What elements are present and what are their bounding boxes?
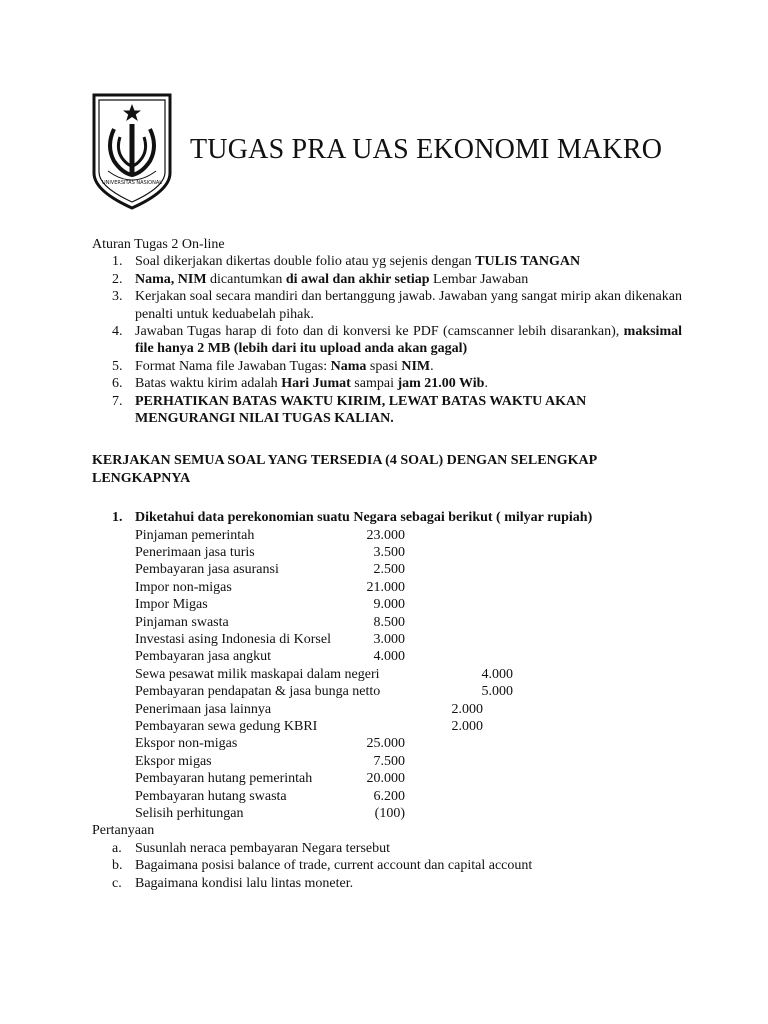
data-label: Pinjaman swasta [135,614,229,630]
data-value: 25.000 [366,736,405,752]
data-value: 4.000 [481,666,513,682]
data-label: Pinjaman pemerintah [135,527,255,543]
sub-question [92,875,682,892]
data-value: 8.500 [373,614,405,630]
crest-caption: UNIVERSITAS NASIONAL [101,180,163,186]
data-label: Sewa pesawat milik maskapai dalam negeri [135,666,380,682]
data-label: Selisih perhitungan [135,805,244,821]
rule-text: TULIS TANGAN [475,254,581,270]
rule-item [92,323,682,358]
data-row [92,596,682,613]
sub-question-letter: b. [112,858,123,874]
data-row [92,527,682,544]
data-row [92,683,682,700]
data-row [92,805,682,822]
rule-text: . [430,358,434,374]
rule-text: Jawaban Tugas harap di foto dan di konversi ke PDF (camscanner lebih disarankan), [135,324,624,340]
sub-question [92,857,682,874]
rule-number: 5. [112,358,123,374]
data-label: Ekspor migas [135,753,212,769]
rule-number: 7. [112,393,123,409]
sub-question-text: Bagaimana kondisi lalu lintas moneter. [135,875,354,891]
data-row [92,631,682,648]
data-value: 21.000 [366,579,405,595]
data-row [92,718,682,735]
data-label: Pembayaran hutang swasta [135,788,287,804]
data-value: 20.000 [366,771,405,787]
data-label: Pembayaran jasa angkut [135,649,272,665]
rule-text: jam 21.00 Wib [397,376,485,392]
sub-questions-list [92,840,682,892]
rule-text: Hari Jumat [281,376,351,392]
rule-text: sampai [350,376,398,392]
rule-item [92,358,682,375]
data-row [92,614,682,631]
rule-text: maksimal file hanya 2 MB (lebih dari itu upload anda akan gagal) [135,324,682,357]
rule-item [92,393,682,428]
data-row [92,648,682,665]
question-1-title [92,509,682,526]
data-row [92,735,682,752]
data-label: Pembayaran jasa asuransi [135,562,279,578]
rule-text: Batas waktu kirim adalah [135,376,282,392]
data-label: Pembayaran hutang pemerintah [135,771,313,787]
rule-text: NIM [401,358,431,374]
section-title: KERJAKAN SEMUA SOAL YANG TERSEDIA (4 SOAL) DENGAN SELENGKAP LENGKAPNYA [92,453,597,486]
rule-text: Nama [330,358,367,374]
data-row [92,579,682,596]
data-value: 5.000 [481,684,513,700]
data-row [92,666,682,683]
data-label: Ekspor non-migas [135,736,238,752]
rule-number: 6. [112,376,123,392]
page-title: TUGAS PRA UAS EKONOMI MAKRO [190,134,663,165]
sub-question-letter: c. [112,875,122,891]
data-label: Penerimaan jasa lainnya [135,701,272,717]
document-body [92,236,682,892]
data-row [92,701,682,718]
sub-question-text: Susunlah neraca pembayaran Negara tersebut [135,840,390,856]
economic-data-list [92,527,682,823]
rule-item [92,375,682,392]
data-value: 2.000 [451,718,483,734]
questions-heading: Pertanyaan [92,823,155,839]
data-row [92,770,682,787]
data-value: 3.000 [373,632,405,648]
data-row [92,544,682,561]
data-value: 2.000 [451,701,483,717]
question-text: Diketahui data perekonomian suatu Negara sebagai berikut ( milyar rupiah) [135,510,593,526]
data-row [92,753,682,770]
rule-text: Soal dikerjakan dikertas double folio atau yg sejenis dengan [135,254,476,270]
data-label: Penerimaan jasa turis [135,545,255,561]
rule-text: Lembar Jawaban [429,271,529,287]
data-value: 6.200 [373,788,405,804]
rule-number: 2. [112,271,123,287]
question-number: 1. [112,510,123,526]
sub-question [92,840,682,857]
rule-text: Nama, NIM [135,271,207,287]
rule-item [92,288,682,323]
rule-number: 3. [112,289,123,305]
sub-question-text: Bagaimana posisi balance of trade, current account dan capital account [135,858,533,874]
data-label: Pembayaran sewa gedung KBRI [135,718,318,734]
data-row [92,788,682,805]
data-value: 4.000 [373,649,405,665]
sub-question-letter: a. [112,840,122,856]
data-row [92,561,682,578]
data-value: 23.000 [366,527,405,543]
rule-text: di awal dan akhir setiap [285,271,430,287]
rule-item [92,253,682,270]
rules-list [92,253,682,427]
data-value: 7.500 [373,753,405,769]
rule-text: spasi [366,358,402,374]
rule-text: PERHATIKAN BATAS WAKTU KIRIM, LEWAT BATAS WAKTU AKAN MENGURANGI NILAI TUGAS KALIAN. [135,393,587,427]
rule-text: Format Nama file Jawaban Tugas: [135,358,331,374]
data-label: Impor non-migas [135,579,232,595]
data-label: Impor Migas [135,597,208,613]
data-value: 2.500 [373,562,405,578]
rule-number: 4. [112,324,123,340]
rule-text: Kerjakan soal secara mandiri dan bertanggung jawab. Jawaban yang sangat mirip akan dikenakan penalti untuk keduabelah pihak. [135,289,682,322]
data-label: Investasi asing Indonesia di Korsel [135,632,331,648]
data-value: 3.500 [373,545,405,561]
data-value: 9.000 [373,597,405,613]
rules-heading: Aturan Tugas 2 On-line [92,237,225,252]
data-label: Pembayaran pendapatan & jasa bunga netto [135,684,381,700]
rule-text: . [484,376,488,392]
university-crest-icon [92,91,172,211]
rule-item [92,271,682,288]
rule-number: 1. [112,254,123,270]
rule-text: dicantumkan [206,271,286,287]
data-value: (100) [374,805,405,821]
